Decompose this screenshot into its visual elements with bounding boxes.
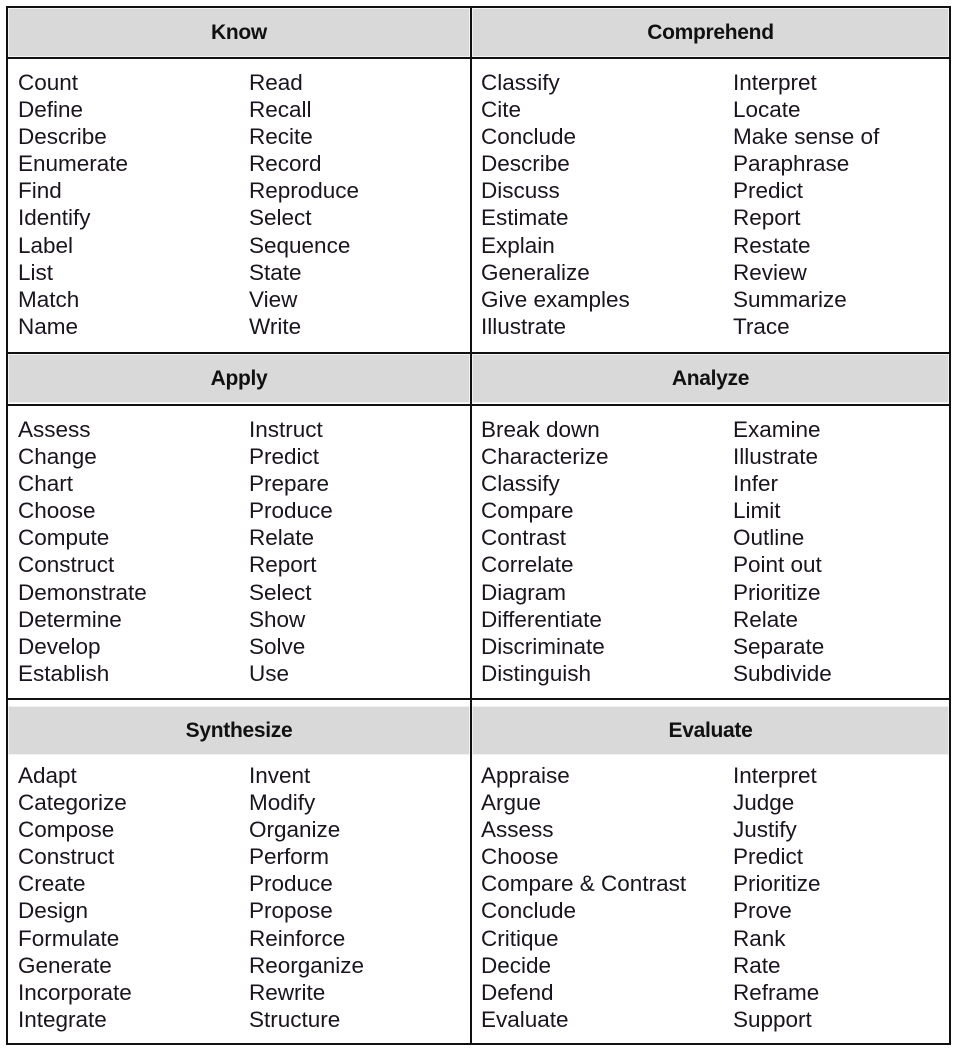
section-title: Apply (210, 366, 268, 390)
verb-item: Classify (481, 471, 560, 497)
verb-item: Report (733, 205, 801, 231)
verb-item: Enumerate (18, 151, 129, 177)
verb-item: Appraise (481, 763, 570, 788)
verb-item: Evaluate (481, 1006, 569, 1032)
verb-item: Determine (18, 606, 122, 632)
verb-item: Propose (249, 898, 333, 924)
verb-item: Demonstrate (18, 579, 147, 605)
verb-list-right (733, 416, 832, 698)
verb-item: Match (18, 286, 80, 312)
verb-item: Recall (249, 97, 312, 123)
section-body-analyze (472, 406, 949, 698)
section-header-evaluate (472, 706, 949, 755)
verb-item: Reframe (733, 979, 820, 1005)
verb-item: Summarize (733, 286, 847, 312)
verb-item: Read (249, 70, 303, 95)
verb-item: Reinforce (249, 925, 346, 951)
verb-item: List (18, 259, 54, 285)
verb-item: Chart (18, 471, 74, 497)
section-title: Know (211, 20, 267, 44)
verb-item: Compare & Contrast (481, 871, 687, 897)
verb-item: Count (18, 70, 79, 95)
verbs-table (6, 6, 951, 1045)
verb-item: Choose (481, 844, 559, 870)
section-body-synthesize (8, 752, 470, 1045)
verb-item: Compute (18, 525, 110, 551)
verb-item: Restate (733, 232, 811, 258)
verb-item: Generate (18, 952, 112, 978)
verb-item: Decide (481, 952, 552, 978)
verb-item: Record (249, 151, 322, 177)
verb-item: Integrate (18, 1006, 107, 1032)
verb-item: Report (249, 552, 317, 578)
verb-item: Write (249, 313, 302, 339)
verb-item: Subdivide (733, 660, 832, 686)
section-header-comprehend (472, 8, 949, 57)
section-header-know (8, 8, 470, 57)
verb-item: Construct (18, 844, 115, 870)
verb-item: Discuss (481, 178, 560, 204)
verb-item: Produce (249, 498, 333, 524)
section-header-apply (8, 354, 470, 403)
verb-list-left (481, 416, 733, 698)
verb-item: Differentiate (481, 606, 602, 632)
verb-item: Relate (733, 606, 799, 632)
verb-item: Classify (481, 70, 560, 95)
verb-item: Judge (733, 790, 795, 816)
verb-item: Create (18, 871, 86, 897)
verb-list-left (18, 69, 249, 352)
section-title: Analyze (671, 366, 750, 390)
verb-item: Reproduce (249, 178, 360, 204)
verb-item: Contrast (481, 525, 567, 551)
verb-item: Assess (18, 417, 91, 442)
verb-item: Describe (481, 151, 570, 177)
verb-item: Explain (481, 232, 555, 258)
verb-item: Trace (733, 313, 790, 339)
verb-list-left (18, 762, 249, 1045)
verb-item: Discriminate (481, 633, 605, 659)
verb-item: Distinguish (481, 660, 592, 686)
verb-item: Rewrite (249, 979, 326, 1005)
verb-item: Infer (733, 471, 779, 497)
verb-list-left (18, 416, 249, 698)
verb-item: Design (18, 898, 89, 924)
verb-item: Argue (481, 790, 542, 816)
verb-item: Illustrate (481, 313, 567, 339)
verb-item: Cite (481, 97, 522, 123)
verb-item: Change (18, 444, 97, 470)
verb-item: Prepare (249, 471, 330, 497)
verb-list-right (249, 69, 359, 352)
section-header-synthesize (8, 706, 470, 755)
verb-item: Estimate (481, 205, 569, 231)
verb-list-right (249, 762, 364, 1045)
verb-list-right (733, 69, 879, 352)
verb-item: Construct (18, 552, 115, 578)
verb-item: Categorize (18, 790, 127, 816)
verb-item: Locate (733, 97, 801, 123)
verb-item: Incorporate (18, 979, 132, 1005)
verb-item: View (249, 286, 298, 312)
verb-item: Critique (481, 925, 559, 951)
verb-item: Examine (733, 417, 821, 442)
verb-item: State (249, 259, 302, 285)
verb-item: Formulate (18, 925, 120, 951)
verb-item: Establish (18, 660, 110, 686)
verb-list-right (733, 762, 821, 1045)
verb-item: Recite (249, 124, 313, 150)
verb-item: Perform (249, 844, 330, 870)
verb-item: Outline (733, 525, 805, 551)
verb-list-right (249, 416, 333, 698)
verb-item: Rank (733, 925, 786, 951)
section-title: Synthesize (185, 718, 293, 742)
verb-item: Assess (481, 817, 554, 843)
verb-item: Interpret (733, 763, 817, 788)
verb-item: Rate (733, 952, 781, 978)
verb-item: Predict (733, 178, 804, 204)
verb-list-left (481, 69, 733, 352)
verb-item: Select (249, 205, 312, 231)
verb-item: Interpret (733, 70, 817, 95)
verb-item: Use (249, 660, 290, 686)
section-body-apply (8, 406, 470, 698)
section-title: Evaluate (668, 718, 753, 742)
verb-item: Review (733, 259, 807, 285)
verb-item: Conclude (481, 124, 577, 150)
section-body-evaluate (472, 752, 949, 1045)
verb-item: Organize (249, 817, 341, 843)
verb-item: Develop (18, 633, 101, 659)
verb-item: Sequence (249, 232, 351, 258)
verb-item: Structure (249, 1006, 341, 1032)
row-divider (8, 698, 949, 700)
verb-item: Conclude (481, 898, 577, 924)
verb-item: Describe (18, 124, 107, 150)
verb-item: Defend (481, 979, 554, 1005)
verb-item: Prove (733, 898, 792, 924)
section-header-analyze (472, 354, 949, 403)
verb-item: Find (18, 178, 62, 204)
verb-item: Make sense of (733, 124, 880, 150)
verb-item: Break down (481, 417, 600, 442)
verb-item: Predict (733, 844, 804, 870)
verb-item: Produce (249, 871, 333, 897)
verb-item: Support (733, 1006, 812, 1032)
verb-item: Characterize (481, 444, 609, 470)
verb-item: Give examples (481, 286, 630, 312)
verb-item: Illustrate (733, 444, 819, 470)
verb-item: Compare (481, 498, 574, 524)
verb-item: Label (18, 232, 74, 258)
verb-item: Choose (18, 498, 96, 524)
verb-item: Reorganize (249, 952, 365, 978)
verb-item: Define (18, 97, 84, 123)
verb-item: Invent (249, 763, 311, 788)
verb-item: Generalize (481, 259, 590, 285)
verb-item: Modify (249, 790, 316, 816)
verb-item: Identify (18, 205, 91, 231)
verb-item: Separate (733, 633, 825, 659)
section-title: Comprehend (647, 20, 774, 44)
verb-item: Select (249, 579, 312, 605)
section-body-know (8, 59, 470, 352)
verb-item: Limit (733, 498, 781, 524)
verb-item: Diagram (481, 579, 567, 605)
verb-item: Correlate (481, 552, 574, 578)
verb-item: Adapt (18, 763, 77, 788)
verb-item: Prioritize (733, 871, 821, 897)
verb-item: Point out (733, 552, 822, 578)
verb-item: Relate (249, 525, 315, 551)
verb-item: Predict (249, 444, 320, 470)
verb-item: Name (18, 313, 79, 339)
verb-list-left (481, 762, 733, 1045)
section-body-comprehend (472, 59, 949, 352)
verb-item: Compose (18, 817, 115, 843)
verb-item: Paraphrase (733, 151, 850, 177)
verb-item: Justify (733, 817, 797, 843)
verb-item: Show (249, 606, 306, 632)
verb-item: Prioritize (733, 579, 821, 605)
verb-item: Instruct (249, 417, 323, 442)
verb-item: Solve (249, 633, 306, 659)
